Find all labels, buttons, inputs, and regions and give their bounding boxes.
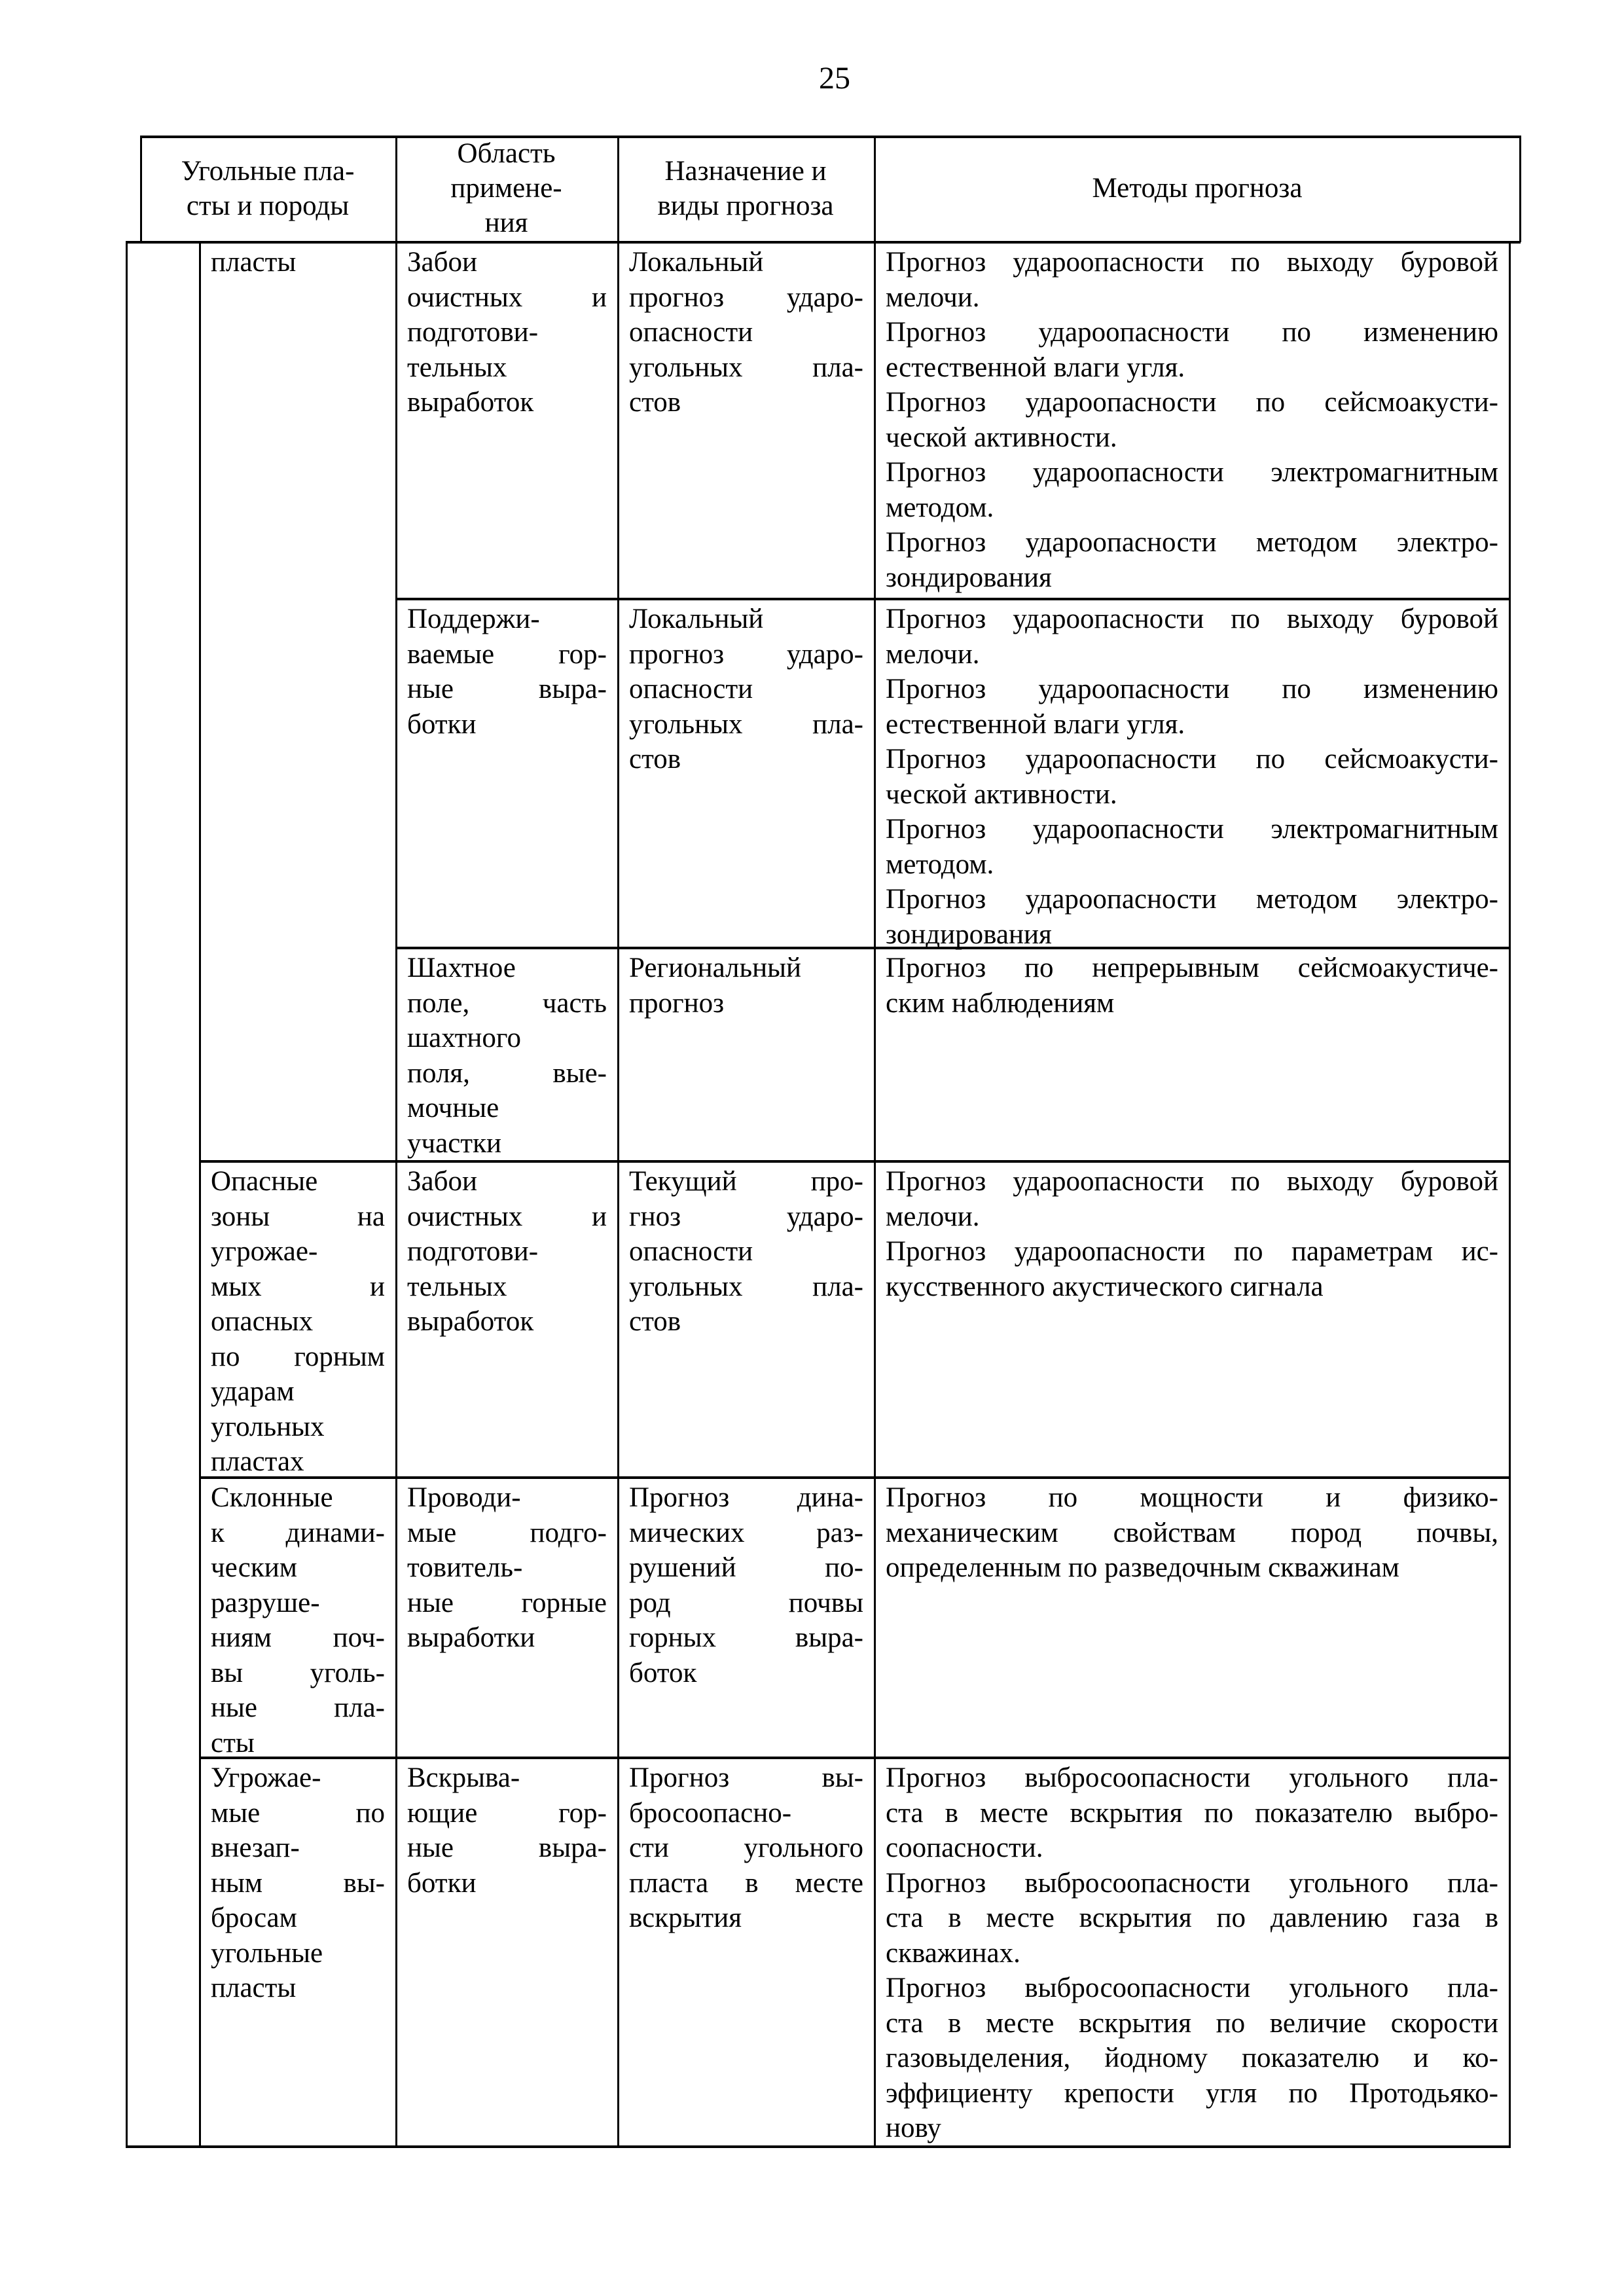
- cell-line: боток: [629, 1657, 697, 1688]
- cell-area: [395, 1160, 617, 1339]
- cell-methods: [874, 1476, 1509, 1586]
- cell-line: к динами-: [211, 1517, 385, 1548]
- cell-line: стов: [629, 1306, 681, 1337]
- cell-line: прогноз ударо-: [629, 282, 863, 313]
- cell-line: рушений по-: [629, 1552, 863, 1583]
- cell-line: бросам: [211, 1903, 297, 1933]
- cell-line: горных выра-: [629, 1622, 863, 1653]
- cell-line: товитель-: [407, 1552, 523, 1583]
- cell-line: опасных: [211, 1306, 314, 1337]
- cell-purpose: [617, 241, 874, 420]
- cell-line: нову: [886, 2113, 941, 2143]
- cell-line: зоны на: [211, 1201, 385, 1232]
- cell-line: мических раз-: [629, 1517, 863, 1548]
- cell-area: [395, 598, 617, 742]
- cell-line: ста в месте вскрытия по показателю выбро-: [886, 1797, 1498, 1829]
- cell-line: угольных пла-: [629, 1271, 863, 1302]
- cell-object: [199, 1757, 395, 2006]
- cell-line: прогноз ударо-: [629, 638, 863, 670]
- header-line: виды прогноза: [657, 190, 834, 221]
- cell-line: Прогноз удароопасности по выходу буровой: [886, 1166, 1498, 1197]
- cell-line: тельных: [407, 352, 507, 383]
- cell-line: очистных и: [407, 1201, 607, 1232]
- cell-object: [199, 1476, 395, 1760]
- cell-line: Прогноз выбросоопасности угольного пла-: [886, 1762, 1498, 1793]
- cell-line: ниям поч-: [211, 1622, 385, 1653]
- cell-line: кусственного акустического сигнала: [886, 1271, 1324, 1302]
- cell-line: род почвы: [629, 1587, 863, 1618]
- header-line: Методы прогноза: [1092, 173, 1303, 204]
- header-line: Область: [457, 138, 556, 169]
- cell-line: газовыделения, йодному показателю и ко-: [886, 2043, 1498, 2073]
- cell-line: мые по: [211, 1797, 385, 1829]
- cell-methods: [874, 1757, 1509, 2146]
- cell-line: сти угольного: [629, 1832, 863, 1863]
- cell-line: Прогноз дина-: [629, 1482, 863, 1513]
- header-column-line: [874, 136, 876, 241]
- cell-line: методом.: [886, 492, 994, 523]
- cell-line: Прогноз удароопасности по изменению: [886, 317, 1498, 348]
- cell-line: угольные: [211, 1937, 323, 1969]
- cell-line: подготови-: [407, 1236, 539, 1267]
- cell-line: стов: [629, 744, 681, 774]
- cell-line: вскрытия: [629, 1903, 742, 1933]
- cell-line: сты: [211, 1727, 255, 1758]
- cell-line: ным вы-: [211, 1867, 385, 1899]
- cell-line: внезап-: [211, 1832, 300, 1863]
- cell-line: ющие гор-: [407, 1797, 607, 1829]
- header-methods: [874, 136, 1521, 241]
- cell-line: ботки: [407, 1867, 477, 1899]
- cell-methods: [874, 241, 1509, 595]
- cell-line: по горным: [211, 1341, 385, 1372]
- cell-line: Проводи-: [407, 1482, 521, 1513]
- cell-line: опасности: [629, 674, 753, 704]
- group-label-plasty: [199, 241, 395, 280]
- cell-line: пласты: [211, 1973, 297, 2003]
- cell-line: гноз ударо-: [629, 1201, 863, 1232]
- header-column-line: [617, 136, 619, 241]
- cell-line: Прогноз удароопасности по параметрам ис-: [886, 1236, 1498, 1267]
- cell-line: Опасные: [211, 1166, 318, 1197]
- cell-line: ваемые гор-: [407, 638, 607, 670]
- cell-line: Забои: [407, 1166, 478, 1197]
- cell-line: Прогноз удароопасности по изменению: [886, 674, 1498, 704]
- cell-line: механическим свойствам пород почвы,: [886, 1517, 1498, 1548]
- cell-area: [395, 1757, 617, 1901]
- cell-line: подготови-: [407, 317, 539, 348]
- cell-line: пласты: [211, 247, 297, 278]
- cell-line: ные выра-: [407, 674, 607, 704]
- header-column-line: [1519, 136, 1521, 242]
- cell-line: Прогноз удароопасности методом электро-: [886, 884, 1498, 915]
- cell-line: Вскрыва-: [407, 1762, 520, 1793]
- cell-line: шахтного: [407, 1023, 521, 1053]
- cell-line: естественной влаги угля.: [886, 352, 1185, 383]
- table-border-bottom: [126, 2145, 1511, 2148]
- cell-methods: [874, 598, 1509, 952]
- cell-line: тельных: [407, 1271, 507, 1302]
- cell-line: поля, вые-: [407, 1057, 607, 1089]
- cell-line: выработок: [407, 387, 534, 418]
- cell-methods: [874, 1160, 1509, 1304]
- cell-line: скважинах.: [886, 1937, 1020, 1969]
- header-line: Угольные пла-: [181, 155, 355, 187]
- header-column-line: [395, 136, 397, 241]
- cell-line: Локальный: [629, 604, 764, 634]
- cell-line: Склонные: [211, 1482, 333, 1513]
- cell-purpose: [617, 1476, 874, 1690]
- header-object: [140, 136, 395, 241]
- column-line: [1509, 241, 1511, 2147]
- cell-line: ским наблюдениям: [886, 987, 1115, 1019]
- cell-line: Прогноз удароопасности по сейсмоакусти-: [886, 387, 1498, 418]
- cell-line: выработок: [407, 1306, 534, 1337]
- cell-line: Прогноз вы-: [629, 1762, 863, 1793]
- cell-line: вы уголь-: [211, 1657, 385, 1688]
- cell-line: опасности: [629, 1236, 753, 1267]
- column-line: [126, 241, 128, 2147]
- cell-line: ста в месте вскрытия по давлению газа в: [886, 1903, 1498, 1933]
- cell-line: угольных пла-: [629, 352, 863, 383]
- cell-line: Шахтное: [407, 953, 516, 983]
- cell-purpose: [617, 598, 874, 777]
- header-line: ния: [484, 208, 528, 238]
- cell-line: очистных и: [407, 282, 607, 313]
- header-column-line: [140, 136, 142, 241]
- cell-line: прогноз: [629, 987, 725, 1019]
- cell-line: мочные: [407, 1093, 499, 1123]
- cell-line: ческой активности.: [886, 778, 1117, 810]
- cell-line: участки: [407, 1127, 501, 1159]
- cell-line: Прогноз удароопасности методом электро-: [886, 527, 1498, 558]
- cell-line: стов: [629, 387, 681, 418]
- cell-line: ударам: [211, 1376, 295, 1407]
- cell-line: зондирования: [886, 919, 1052, 950]
- cell-line: пластах: [211, 1446, 304, 1477]
- cell-line: ста в месте вскрытия по величие скорости: [886, 2007, 1498, 2039]
- cell-line: мых и: [211, 1271, 385, 1302]
- header-line: примене-: [450, 173, 562, 204]
- cell-line: Прогноз по мощности и физико-: [886, 1482, 1498, 1513]
- page-number: 25: [819, 61, 850, 96]
- cell-line: соопасности.: [886, 1832, 1043, 1863]
- cell-line: Локальный: [629, 247, 764, 278]
- header-purpose: [617, 136, 874, 241]
- cell-methods: [874, 947, 1509, 1021]
- cell-line: Текущий про-: [629, 1166, 863, 1197]
- cell-line: угольных: [211, 1411, 325, 1442]
- cell-line: пласта в месте: [629, 1867, 863, 1899]
- cell-line: эффициенту крепости угля по Протодьяко-: [886, 2077, 1498, 2109]
- cell-purpose: [617, 1160, 874, 1339]
- cell-line: бросоопасно-: [629, 1797, 792, 1829]
- cell-area: [395, 1476, 617, 1656]
- cell-line: ботки: [407, 708, 477, 740]
- cell-line: угрожае-: [211, 1236, 318, 1267]
- cell-line: Поддержи-: [407, 604, 540, 634]
- cell-line: Прогноз выбросоопасности угольного пла-: [886, 1867, 1498, 1899]
- cell-line: Прогноз удароопасности электромагнитным: [886, 814, 1498, 845]
- cell-line: опасности: [629, 317, 753, 348]
- cell-line: Прогноз удароопасности электромагнитным: [886, 457, 1498, 488]
- header-line: Назначение и: [664, 155, 827, 187]
- cell-line: Угрожае-: [211, 1762, 321, 1793]
- cell-object: [199, 1160, 395, 1480]
- cell-line: Забои: [407, 247, 478, 278]
- cell-line: определенным по разведочным скважинам: [886, 1552, 1399, 1583]
- cell-line: мелочи.: [886, 282, 980, 313]
- cell-line: поле, часть: [407, 987, 607, 1019]
- cell-line: естественной влаги угля.: [886, 708, 1185, 740]
- header-line: сты и породы: [186, 190, 350, 221]
- cell-line: Прогноз удароопасности по выходу буровой: [886, 604, 1498, 634]
- cell-line: Прогноз удароопасности по сейсмоакусти-: [886, 744, 1498, 774]
- cell-line: мелочи.: [886, 638, 980, 670]
- cell-line: ные выра-: [407, 1832, 607, 1863]
- cell-area: [395, 241, 617, 420]
- cell-line: ные горные: [407, 1587, 607, 1618]
- cell-line: ные пла-: [211, 1692, 385, 1723]
- cell-line: методом.: [886, 848, 994, 880]
- cell-line: Прогноз по непрерывным сейсмоакустиче-: [886, 953, 1498, 983]
- cell-line: выработки: [407, 1622, 535, 1653]
- header-area: [395, 136, 617, 241]
- cell-line: угольных пла-: [629, 708, 863, 740]
- cell-line: Региональный: [629, 953, 802, 983]
- cell-line: мелочи.: [886, 1201, 980, 1232]
- cell-line: зондирования: [886, 562, 1052, 593]
- cell-purpose: [617, 1757, 874, 1936]
- cell-area: [395, 947, 617, 1161]
- cell-purpose: [617, 947, 874, 1021]
- cell-line: Прогноз выбросоопасности угольного пла-: [886, 1973, 1498, 2003]
- cell-line: разруше-: [211, 1587, 320, 1618]
- cell-line: ческим: [211, 1552, 297, 1583]
- cell-line: ческой активности.: [886, 422, 1117, 453]
- cell-line: Прогноз удароопасности по выходу буровой: [886, 247, 1498, 278]
- cell-line: мые подго-: [407, 1517, 607, 1548]
